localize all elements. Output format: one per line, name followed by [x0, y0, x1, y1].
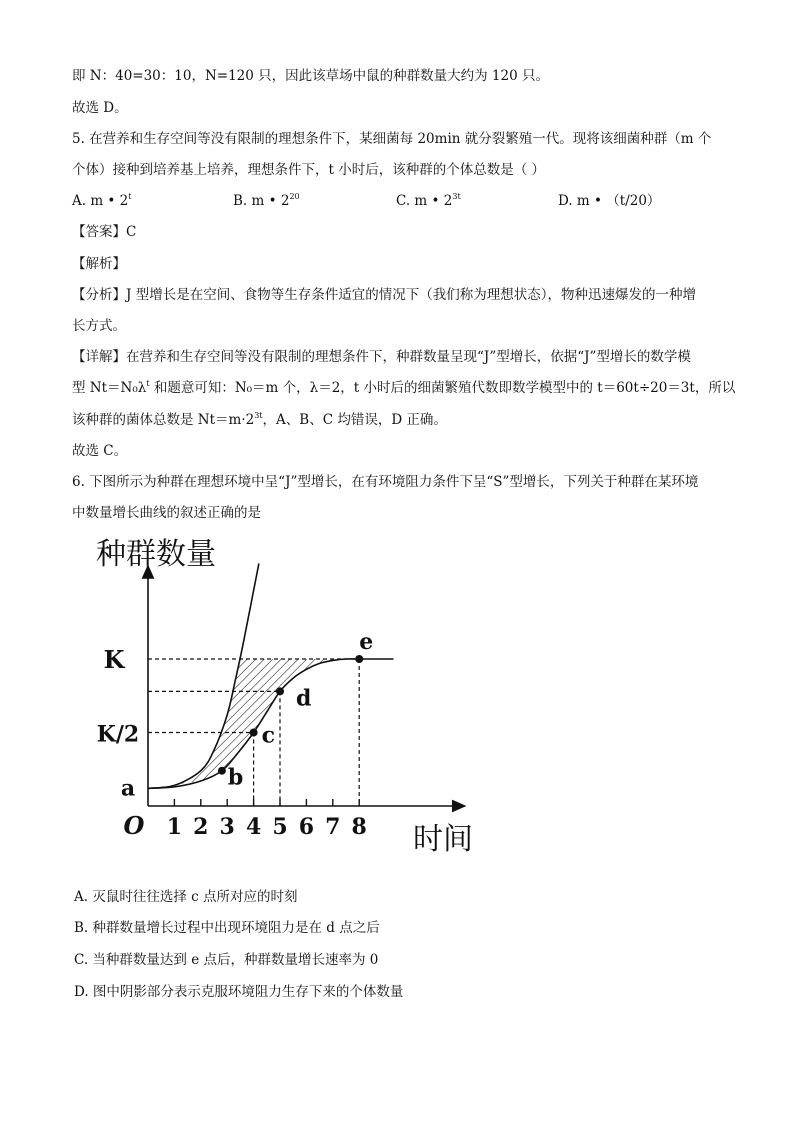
q5-detail-line1: 【详解】在营养和生存空间等没有限制的理想条件下，种群数量呈现“J”型增长，依据“J”型增长的数学模 [72, 349, 691, 365]
q5-detail-line3: 该种群的菌体总数是 $Nt=m\cdot 2^{3t}$，A、B、C 均错误，D 正确。 [72, 411, 447, 428]
q5-stem-line2: 个体）接种到培养基上培养，理想条件下，t 小时后，该种群的个体总数是（ ） [72, 162, 546, 178]
y-axis-title: 种群数量 [96, 538, 216, 572]
x-tick-label-1: 1 [166, 814, 183, 840]
x-tick-label-5: 5 [272, 814, 288, 840]
point-c [250, 729, 258, 737]
x-tick-label-2: 2 [193, 814, 209, 840]
x-tick-label-4: 4 [245, 814, 262, 840]
q5-option-a: A. m • 2$^t$ [72, 192, 132, 209]
x-tick-label-6: 6 [298, 814, 315, 840]
q4-conclusion: 即 N：40=30：10，N=120 只，因此该草场中鼠的种群数量大约为 120 只。 [72, 68, 549, 84]
q5-option-c: C. m • $2^{3t}$ [396, 192, 461, 209]
q5-detail-line2: 型 $Nt=N_0\lambda^t$ 和题意可知：N₀＝m 个，λ＝2，t 小时后的细菌繁殖代数即数学模型中的 t＝60t÷20＝3t，所以 [72, 379, 736, 396]
origin-label: O [123, 811, 145, 840]
q6-option-d: D. 图中阴影部分表示克服环境阻力生存下来的个体数量 [74, 984, 404, 1000]
q5-option-d: D. m • （t/20） [558, 193, 661, 209]
q5-analysis-line2: 长方式。 [72, 318, 126, 334]
point-e [355, 655, 363, 663]
q5-choose: 故选 C。 [72, 443, 128, 459]
x-tick-label-8: 8 [351, 814, 367, 840]
q5-option-b: B. m • $2^{20}$ [233, 192, 300, 209]
point-label-c: c [261, 722, 276, 749]
q6-option-b: B. 种群数量增长过程中出现环境阻力是在 d 点之后 [74, 920, 380, 936]
x-tick-label-3: 3 [219, 814, 235, 840]
y-label-k: K [103, 645, 125, 674]
population-growth-chart [88, 538, 488, 858]
q6-stem-line2: 中数量增长曲线的叙述正确的是 [72, 505, 261, 521]
point-label-e: e [359, 629, 374, 655]
q5-analysis-header: 【解析】 [72, 256, 126, 272]
q4-choose: 故选 D。 [72, 100, 128, 116]
y-label-a: a [120, 775, 136, 802]
q6-option-c: C. 当种群数量达到 e 点后，种群数量增长速率为 0 [74, 952, 379, 968]
point-label-b: b [227, 764, 244, 791]
q6-option-a: A. 灭鼠时往往选择 c 点所对应的时刻 [74, 889, 298, 905]
point-b [218, 767, 226, 775]
point-label-d: d [296, 685, 312, 712]
y-label-k-half: K/2 [96, 721, 140, 748]
x-axis-title: 时间 [413, 822, 473, 857]
q5-stem-line1: 5. 在营养和生存空间等没有限制的理想条件下，某细菌每 20min 就分裂繁殖一代。现将该细菌种群（m 个 [72, 131, 712, 147]
x-tick-label-7: 7 [325, 814, 341, 840]
q6-stem-line1: 6. 下图所示为种群在理想环境中呈“J”型增长，在有环境阻力条件下呈“S”型增长，下列关于种群在某环境 [72, 474, 699, 490]
q5-analysis-line1: 【分析】J 型增长是在空间、食物等生存条件适宜的情况下（我们称为理想状态），物种迅速爆发的一种增 [72, 287, 696, 303]
point-d [276, 687, 284, 695]
q5-answer: 【答案】C [72, 224, 137, 240]
